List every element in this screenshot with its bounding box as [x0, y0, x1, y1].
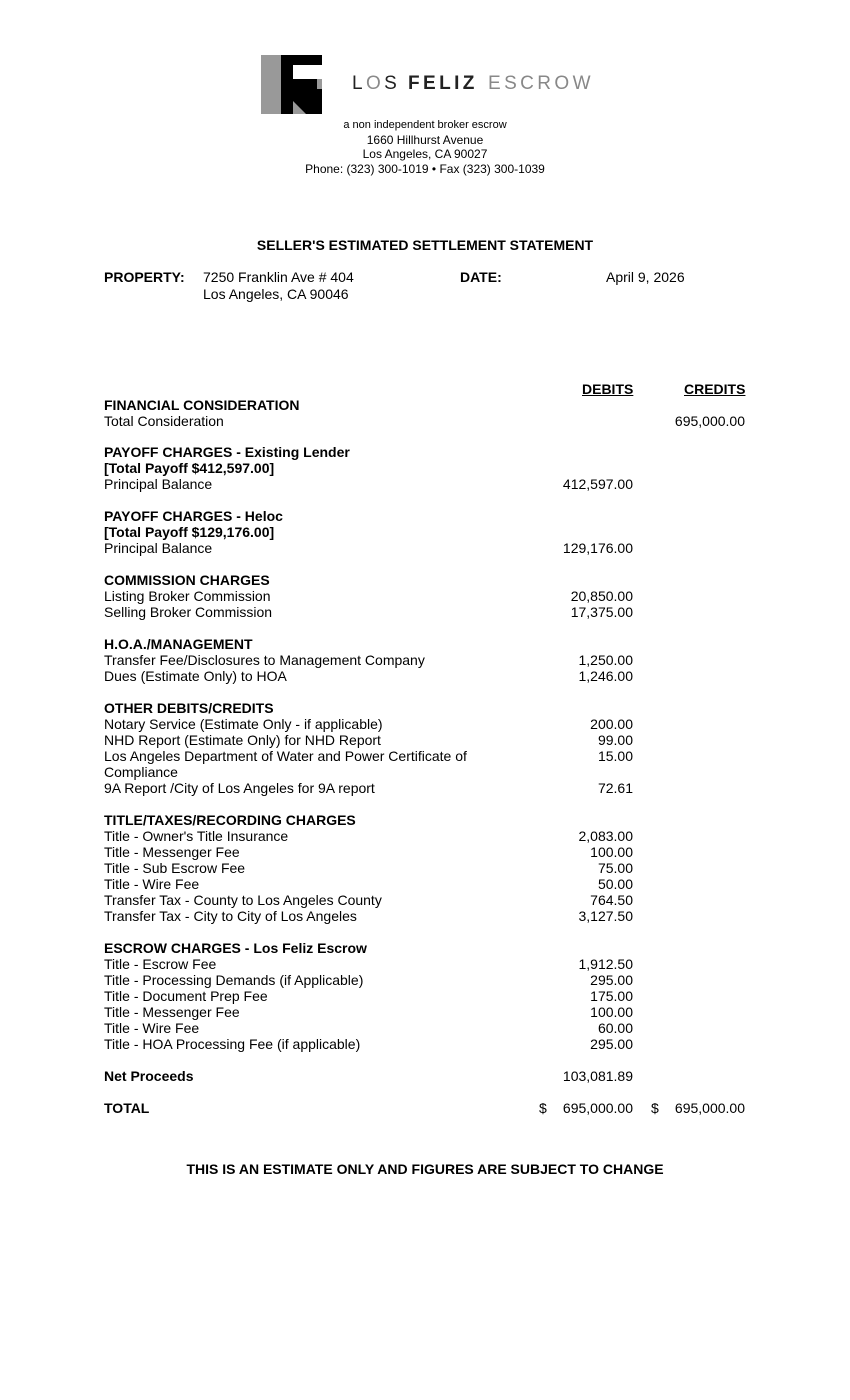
- contact-line: Phone: (323) 300-1019 • Fax (323) 300-1039: [305, 161, 545, 176]
- brand-letter: S: [384, 73, 401, 94]
- credits-header: CREDITS: [684, 381, 746, 397]
- total-label: TOTAL: [104, 1100, 150, 1116]
- section-subheading: [Total Payoff $412,597.00]: [104, 460, 275, 476]
- total-debit-sign: $: [539, 1100, 547, 1116]
- ledger-row: Title - Escrow Fee 1,912.50: [104, 956, 633, 972]
- city-address: Los Angeles, CA 90027: [362, 147, 488, 161]
- ledger-row: Title - Owner's Title Insurance 2,083.00: [104, 828, 633, 844]
- street-address: 1660 Hillhurst Avenue: [366, 132, 484, 147]
- ledger-row: Title - Document Prep Fee 175.00: [104, 988, 633, 1004]
- total-row: [104, 1100, 745, 1116]
- ledger-row: Title - Processing Demands (if Applicable) 295.00: [104, 972, 633, 988]
- section-heading: TITLE/TAXES/RECORDING CHARGES: [104, 812, 356, 828]
- ledger-row: Transfer Tax - County to Los Angeles County 764.50: [104, 892, 633, 908]
- ledger-row: Title - Messenger Fee 100.00: [104, 1004, 633, 1020]
- statement-title: SELLER'S ESTIMATED SETTLEMENT STATEMENT: [256, 237, 594, 253]
- debits-header: DEBITS: [582, 381, 634, 397]
- ledger-row: Transfer Fee/Disclosures to Management Company 1,250.00: [104, 652, 633, 668]
- ledger-row: Title - Sub Escrow Fee 75.00: [104, 860, 633, 876]
- ledger-row: Transfer Tax - City to City of Los Angeles 3,127.50: [104, 908, 633, 924]
- ledger-row: NHD Report (Estimate Only) for NHD Report 99.00: [104, 732, 633, 748]
- company-address: [0, 118, 850, 176]
- brand-letter: O: [365, 73, 385, 94]
- ledger-row: Principal Balance 412,597.00: [104, 476, 633, 492]
- ledger-row: Total Consideration 695,000.00: [104, 413, 745, 429]
- ledger-row: Listing Broker Commission 20,850.00: [104, 588, 633, 604]
- section-heading: H.O.A./MANAGEMENT: [104, 636, 253, 652]
- section-heading: ESCROW CHARGES - Los Feliz Escrow: [104, 940, 367, 956]
- ledger-row: Selling Broker Commission 17,375.00: [104, 604, 633, 620]
- net-proceeds-row: [104, 1068, 745, 1084]
- ledger-row: Title - Wire Fee 50.00: [104, 876, 633, 892]
- ledger-row: Notary Service (Estimate Only - if applicable) 200.00: [104, 716, 633, 732]
- ledger-row: 9A Report /City of Los Angeles for 9A report 72.61: [104, 780, 633, 796]
- net-proceeds-value: 103,081.89: [562, 1068, 633, 1084]
- brand-feliz: FELIZ: [408, 73, 478, 94]
- net-proceeds-label: Net Proceeds: [104, 1068, 194, 1084]
- section-heading: FINANCIAL CONSIDERATION: [104, 397, 300, 413]
- total-debit-value: 695,000.00: [562, 1100, 633, 1116]
- tagline: a non independent broker escrow: [343, 119, 507, 131]
- date-label: DATE:: [460, 269, 502, 285]
- brand-escrow: ESCROW: [488, 73, 594, 94]
- brand-letter: L: [352, 73, 366, 94]
- section-heading: COMMISSION CHARGES: [104, 572, 270, 588]
- property-label: PROPERTY:: [104, 269, 185, 285]
- total-credit-sign: $: [651, 1100, 659, 1116]
- ledger-row: Title - HOA Processing Fee (if applicable) 295.00: [104, 1036, 633, 1052]
- ledger-row: Title - Messenger Fee 100.00: [104, 844, 633, 860]
- total-credit-value: 695,000.00: [674, 1100, 745, 1116]
- ledger-row: Dues (Estimate Only) to HOA 1,246.00: [104, 668, 633, 684]
- ledger-row: Principal Balance 129,176.00: [104, 540, 633, 556]
- section-heading: PAYOFF CHARGES - Heloc: [104, 508, 283, 524]
- estimate-disclaimer: THIS IS AN ESTIMATE ONLY AND FIGURES ARE SUBJECT TO CHANGE: [186, 1161, 664, 1177]
- date-value: April 9, 2026: [606, 269, 685, 285]
- ledger-row: Los Angeles Department of Water and Power Certificate of 15.00: [104, 748, 633, 764]
- property-line1: 7250 Franklin Ave # 404: [203, 269, 354, 285]
- ledger-row-continuation: Compliance: [104, 764, 178, 780]
- section-subheading: [Total Payoff $129,176.00]: [104, 524, 275, 540]
- property-line2: Los Angeles, CA 90046: [203, 286, 349, 302]
- section-heading: OTHER DEBITS/CREDITS: [104, 700, 274, 716]
- company-logo: [261, 55, 322, 114]
- ledger-row: Title - Wire Fee 60.00: [104, 1020, 633, 1036]
- section-heading: PAYOFF CHARGES - Existing Lender: [104, 444, 350, 460]
